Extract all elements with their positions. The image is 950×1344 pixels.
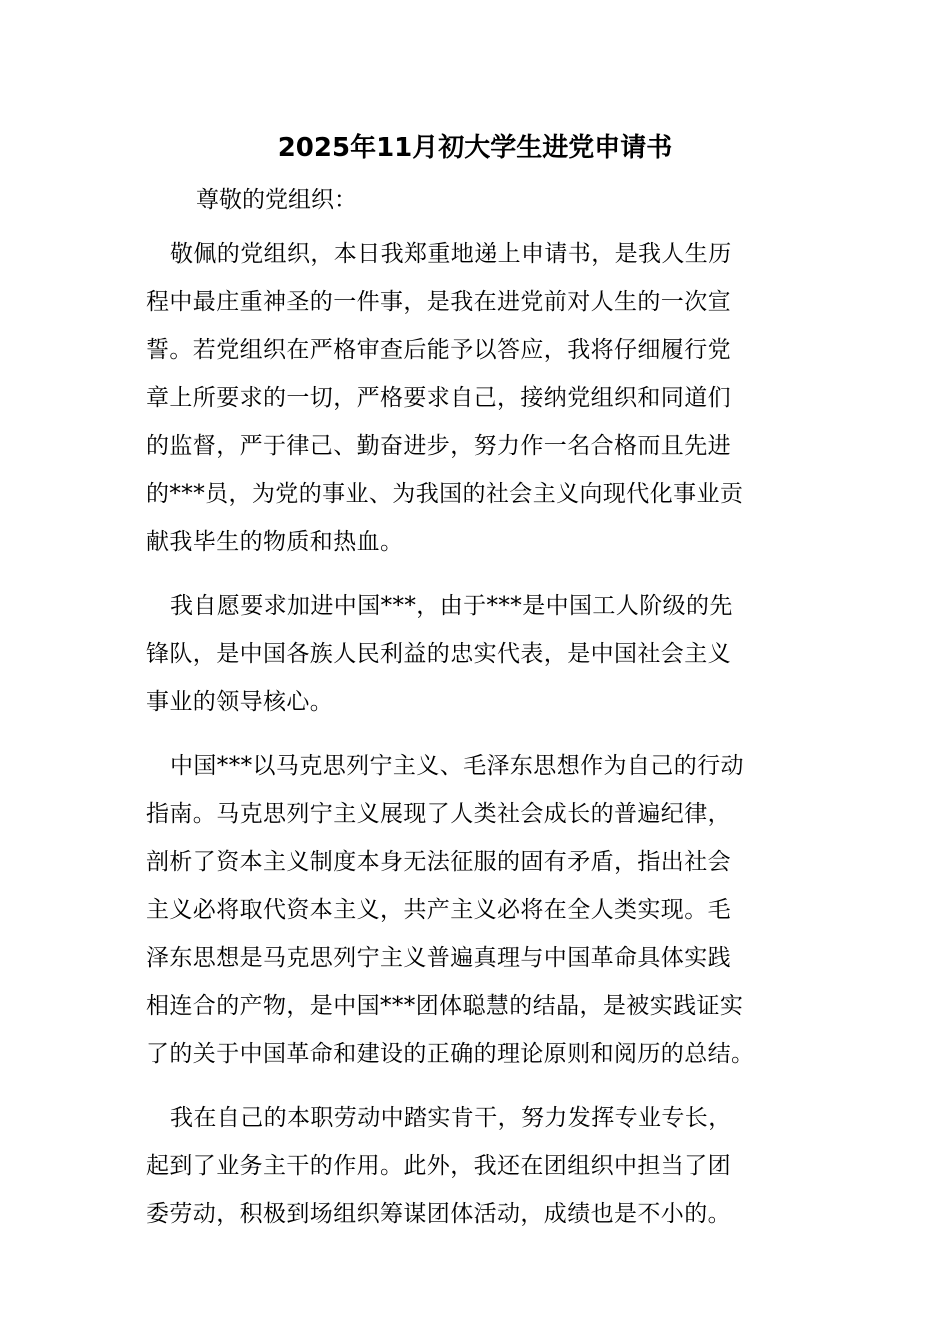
paragraph-line: 章上所要求的一切，严格要求自己，接纳党组织和同道们 xyxy=(146,385,731,411)
paragraph-2 xyxy=(146,582,806,726)
paragraph-line: 敬佩的党组织，本日我郑重地递上申请书，是我人生历 xyxy=(170,241,732,267)
document-title: 2025年11月初大学生进党申请书 xyxy=(277,133,673,163)
paragraph-line: 程中最庄重神圣的一件事，是我在进党前对人生的一次宣 xyxy=(146,289,731,315)
paragraph-line: 锋队，是中国各族人民利益的忠实代表，是中国社会主义 xyxy=(146,641,731,667)
paragraph-line: 誓。若党组织在严格审查后能予以答应，我将仔细履行党 xyxy=(146,337,731,363)
paragraph-line: 事业的领导核心。 xyxy=(146,689,334,715)
document-body xyxy=(146,180,806,1254)
paragraph-line: 的***员，为党的事业、为我国的社会主义向现代化事业贡 xyxy=(146,481,744,507)
paragraph-1 xyxy=(146,230,806,566)
paragraph-line: 委劳动，积极到场组织筹谋团体活动，成绩也是不小的。 xyxy=(146,1201,731,1227)
paragraph-4 xyxy=(146,1094,806,1238)
paragraph-line: 献我毕生的物质和热血。 xyxy=(146,529,404,555)
salutation: 尊敬的党组织： xyxy=(196,187,357,213)
paragraph-line: 我自愿要求加进中国***，由于***是中国工人阶级的先 xyxy=(170,593,733,619)
paragraph-line: 中国***以马克思列宁主义、毛泽东思想作为自己的行动 xyxy=(170,753,744,779)
paragraph-line: 起到了业务主干的作用。此外，我还在团组织中担当了团 xyxy=(146,1153,731,1179)
paragraph-line: 指南。马克思列宁主义展现了人类社会成长的普遍纪律， xyxy=(146,801,731,827)
paragraph-line: 剖析了资本主义制度本身无法征服的固有矛盾，指出社会 xyxy=(146,849,731,875)
paragraph-line: 相连合的产物，是中国***团体聪慧的结晶，是被实践证实 xyxy=(146,993,744,1019)
paragraph-line: 的监督，严于律己、勤奋进步，努力作一名合格而且先进 xyxy=(146,433,731,459)
paragraph-line: 主义必将取代资本主义，共产主义必将在全人类实现。毛 xyxy=(146,897,731,923)
paragraph-line: 了的关于中国革命和建设的正确的理论原则和阅历的总结。 xyxy=(146,1041,755,1067)
paragraph-line: 泽东思想是马克思列宁主义普遍真理与中国革命具体实践 xyxy=(146,945,731,971)
paragraph-line: 我在自己的本职劳动中踏实肯干，努力发挥专业专长， xyxy=(170,1105,732,1131)
paragraph-3 xyxy=(146,742,806,1078)
